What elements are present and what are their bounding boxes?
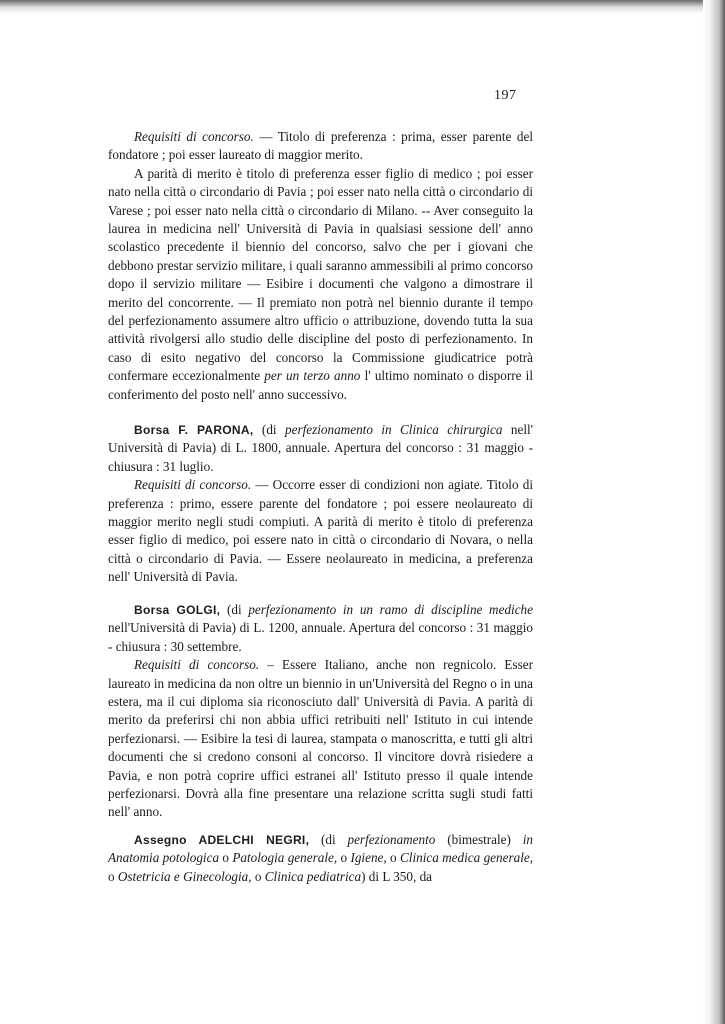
scan-top-edge: [0, 0, 725, 14]
negri-o-3: o: [386, 850, 400, 866]
paragraph-golgi-requisiti: [108, 656, 533, 822]
negri-italic-2: in Anatomia potologica: [108, 832, 533, 866]
requisiti-text: — Titolo di preferenza : prima, esser parente del fondatore ; poi esser laureato di maggior merito.: [108, 129, 533, 163]
parona-heading: Borsa F. PARONA,: [134, 423, 254, 437]
negri-o-1: o: [219, 850, 233, 866]
page-number: 197: [494, 88, 517, 103]
paragraph-negri-heading: [108, 831, 533, 886]
golgi-req-text: – Essere Italiano, anche non regnicolo. Esser laureato in medicina da non oltre un biennio in un'Università del Regno o in una estera, ma il cui diploma sia riconosciuto dall' Università di Pavia. A parità di merito da preferirsi chi non abbia uffici retribuiti nell' Istituto in cui intende perfezionarsi. — Esibire la tesi di laurea, stampata o manoscritta, e tutti gli altri documenti che si credono consoni al concorso. Il vincitore dovrà risiedere a Pavia, e non potrà coprire uffici estranei all' Istituto presso il quale intende perfezionarsi. Dovrà alla fine presentare una relazione scritta sugli studi fatti nell' anno.: [108, 657, 533, 820]
negri-italic-4: Igiene,: [350, 850, 387, 866]
parona-req-label: Requisiti di concorso.: [134, 477, 252, 493]
paragraph-golgi-heading: [108, 601, 533, 656]
negri-o-4: o: [108, 868, 118, 884]
negri-italic-3: Patologia generale,: [232, 850, 338, 866]
parona-italic: perfezionamento in Clinica chirurgica: [285, 422, 503, 437]
requisiti-label: Requisiti di concorso.: [134, 129, 254, 144]
golgi-pre: (di: [220, 602, 249, 617]
paragraph-parona-requisiti: [108, 476, 533, 586]
parita-text: A parità di merito è titolo di preferenza esser figlio di medico ; poi esser nato nella città o circondario di Pavia ; poi esser nato nella città o circondario di Varese ; poi esser nato nella città o circondario di Milano. -- Aver conseguito la laurea in medicina nell' Università di Pavia in qualsiasi sessione dell' anno scolastico precedente il biennio del concorso, salvo che per i giovani che debbono prestar servizio militare, i quali saranno ammessibili al primo concorso dopo il servizio militare — Esibire i documenti che valgono a dimostrare il merito del concorrente. — Il premiato non potrà nel biennio durante il tempo del perfezionamento assumere altro ufficio o attribuzione, dovendo tutta la sua attività rivolgersi allo studio delle discipline del posto di perfezionamento. In caso di esito negativo del concorso la Commissione giudicatrice potrà confermare eccezionalmente: [108, 165, 533, 384]
parona-pre: (di: [253, 422, 286, 437]
parona-text: nell' Università di Pavia) di L. 1800, annuale. Apertura del concorso : 31 maggio - chiusura : 31 luglio.: [108, 422, 534, 474]
negri-pre: (di: [309, 832, 348, 847]
section-assegno-negri: [108, 831, 533, 886]
section-requisiti-block: [108, 128, 533, 404]
negri-mid-1: (bimestrale): [435, 832, 523, 847]
golgi-italic: perfezionamento in un ramo di discipline mediche: [248, 602, 533, 617]
paragraph-parona-heading: [108, 421, 533, 476]
negri-o-5: o: [251, 868, 265, 884]
parita-tail: l' ultimo nominato o disporre il conferimento del posto nell' anno successivo.: [108, 368, 533, 402]
section-borsa-golgi: [108, 601, 533, 822]
negri-italic-1: perfezionamento: [347, 832, 436, 847]
negri-text: ) di L 350, da: [361, 868, 433, 884]
parona-req-text: — Occorre esser di condizioni non agiate. Titolo di preferenza : primo, essere parente del fondatore ; poi essere neolaureato di maggior merito negli studi compiuti. A parità di merito è titolo di preferenza esser figlio di medico, poi essere nato in città o circondario di Novara, o nella città o circondario di Pavia. — Essere neolaureato in medicina, a preferenza nell' Università di Pavia.: [108, 477, 533, 585]
negri-italic-5: Clinica medica generale,: [399, 850, 534, 866]
section-borsa-parona: [108, 421, 533, 587]
golgi-text: nell'Università di Pavia) di L. 1200, annuale. Apertura del concorso : 31 maggio - chiusura : 30 settembre.: [108, 620, 533, 654]
paragraph-parita-merito: [108, 165, 533, 404]
golgi-req-label: Requisiti di concorso.: [134, 657, 260, 673]
parita-italic: per un terzo anno: [264, 368, 361, 384]
paragraph-requisiti: [108, 128, 533, 165]
scan-right-edge: [703, 0, 725, 1024]
negri-o-2: o: [337, 850, 351, 866]
negri-italic-7: Clinica pediatrica: [264, 868, 362, 884]
negri-heading: Assegno ADELCHI NEGRI,: [134, 833, 310, 847]
negri-italic-6: Ostetricia e Ginecologia,: [117, 868, 252, 884]
golgi-heading: Borsa GOLGI,: [134, 603, 221, 617]
